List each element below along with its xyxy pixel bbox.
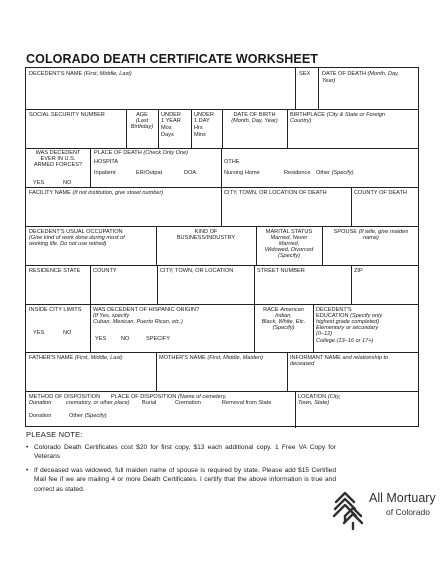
col-divider xyxy=(90,304,91,352)
armed-forces-question: WAS DECEDENT xyxy=(35,150,81,156)
date-of-birth-field[interactable]: DATE OF BIRTH xyxy=(233,112,276,118)
date-of-death-hint: Year) xyxy=(322,78,336,84)
row-divider xyxy=(26,226,418,227)
method-other-option[interactable]: Other (Specify) xyxy=(69,413,107,419)
education-elementary-option[interactable]: Elementary or secondary xyxy=(316,325,379,331)
hispanic-yes-option[interactable]: YES xyxy=(95,336,107,342)
city-limits-yes-option[interactable]: YES xyxy=(33,330,45,336)
doa-option[interactable]: DOA xyxy=(184,170,197,176)
col-divider xyxy=(313,304,314,352)
note-bullet: • If deceased was widowed, full maiden name of spouse is required by state. Please add $15 Certified Mail fee if we are mailing 4 or more Death Certificates. I certify that the above information is true and correct as stated. xyxy=(26,466,336,493)
col-divider xyxy=(157,265,158,304)
logo-subtitle: of Colorado xyxy=(386,507,430,517)
note-title: PLEASE NOTE: xyxy=(26,430,83,439)
sex-field[interactable]: SEX xyxy=(299,71,311,77)
city-limits-no-option[interactable]: NO xyxy=(63,330,72,336)
logo-name: All Mortuary xyxy=(369,491,436,505)
marital-status-field[interactable]: MARITAL STATUS xyxy=(265,229,313,235)
worksheet-form: DECEDENT'S NAME (First, Middle, Last) SEX DATE OF DEATH (Month, Day, Year) SOCIAL SECURITY NUMBER AGE (Last Birthday) UNDER 1 YEAR Mos Days UNDER 1 DAY Hrs Mins DATE OF BIRTH (Month, Day, Year) BIRTHPLACE (City & State or Foreign Country) WAS DECEDENT EVER IN U.S. ARMED FORCES? YES NO PLACE OF DEATH (Check Only One) HOSPITA Inpatient ER/Outpat DOA OTHE Nursing Home Residence Other (Specify) FACILITY NAME (If not institution, give street number) CITY, TOWN, OR LOCATION OF DEATH COUNTY OF DEATH DECEDENT'S USUAL OCCUPATION (Give kind of work done during most of working life. Do not use retired) KIND OF BUSINESS/INDUSTRY MARITAL STATUS Married, Never Married, Widowed, Divorced (Specify) SPOUSE (If wife, give maiden name) RESIDENCE STATE COUNTY CITY, TOWN, OR LOCATION STREET NUMBER ZIP INSIDE CITY LIMITS YES NO WAS DECEDENT OF HISPANIC ORIGIN? (If Yes, specify Cuban, Mexican, Puerto Rican, etc.) YES NO SPECIFY RACE American Indian, Black, White, Etc. (Specify) DECEDENT'S EDUCATION (Specify only highest grade completed) Elementary or secondary (0–12) College (13–16 or 17+) FATHER'S NAME (First, Middle, Last) MOTHER'S NAME (First, Middle, Maiden) INFORMANT NAME and relationship to deceased METHOD OF DISPOSITION Donation PLACE OF DISPOSITION (Name of cemetery, crematory, or other place) Burial Cremation Removal from State Donation Other (Specify) LOCATION (City, Town, State) xyxy=(25,67,419,427)
col-divider xyxy=(295,391,296,428)
race-field[interactable]: RACE American xyxy=(263,307,304,313)
mountain-tree-icon xyxy=(332,486,368,530)
cremation-option[interactable]: Cremation xyxy=(175,400,201,406)
hispanic-origin-field: WAS DECEDENT OF HISPANIC ORIGIN? xyxy=(93,307,200,313)
col-divider xyxy=(191,109,192,148)
all-mortuary-logo xyxy=(330,486,440,546)
armed-yes-option[interactable]: YES xyxy=(33,180,45,186)
er-outpatient-option[interactable]: ER/Outpat xyxy=(136,170,163,176)
col-divider xyxy=(158,109,159,148)
street-number-field[interactable]: STREET NUMBER xyxy=(257,268,305,274)
col-divider xyxy=(318,68,319,109)
col-divider xyxy=(156,352,157,391)
decedent-name-field[interactable]: DECEDENT'S NAME (First, Middle, Last) xyxy=(29,71,132,77)
place-of-disposition-field[interactable]: PLACE OF DISPOSITION (Name of cemetery, xyxy=(111,394,227,400)
place-of-death-field: PLACE OF DEATH (Check Only One) xyxy=(94,150,189,156)
col-divider xyxy=(221,187,222,226)
hispanic-no-option[interactable]: NO xyxy=(121,336,130,342)
row-divider xyxy=(26,187,418,188)
col-divider xyxy=(287,352,288,391)
col-divider xyxy=(90,265,91,304)
city-town-field[interactable]: CITY, TOWN, OR LOCATION xyxy=(160,268,234,274)
col-divider xyxy=(221,148,222,187)
occupation-field[interactable]: DECEDENT'S USUAL OCCUPATION xyxy=(29,229,123,235)
business-industry-field[interactable]: KIND OF xyxy=(194,229,218,235)
other-specify-option[interactable]: Other (Specify) xyxy=(316,170,354,176)
county-of-death-field[interactable]: COUNTY OF DEATH xyxy=(354,190,407,196)
city-of-death-field[interactable]: CITY, TOWN, OR LOCATION OF DEATH xyxy=(224,190,327,196)
hispanic-specify-field[interactable]: SPECIFY xyxy=(146,336,170,342)
row-divider xyxy=(26,391,418,392)
row-divider xyxy=(26,352,418,353)
col-divider xyxy=(90,148,91,187)
ssn-field[interactable]: SOCIAL SECURITY NUMBER xyxy=(29,112,105,118)
father-name-field[interactable]: FATHER'S NAME (First, Middle, Last) xyxy=(29,355,123,361)
row-divider xyxy=(26,265,418,266)
zip-field[interactable]: ZIP xyxy=(354,268,363,274)
burial-option[interactable]: Burial xyxy=(142,400,157,406)
col-divider xyxy=(295,68,296,109)
location-field[interactable]: LOCATION (City, xyxy=(298,394,341,400)
date-of-death-field[interactable]: DATE OF DEATH (Month, Day, xyxy=(322,71,400,77)
note-bullet: • Colorado Death Certificates cost $20 for first copy, $13 each additional copy. 1 Free VA Copy for Veterans xyxy=(26,444,336,461)
informant-name-field[interactable]: INFORMANT NAME and relationship to xyxy=(290,355,389,361)
row-divider xyxy=(26,148,418,149)
facility-name-field[interactable]: FACILITY NAME (If not institution, give street number) xyxy=(29,190,164,196)
row-divider xyxy=(26,304,418,305)
inpatient-option[interactable]: Inpatient xyxy=(94,170,116,176)
county-field[interactable]: COUNTY xyxy=(93,268,117,274)
col-divider xyxy=(287,109,288,148)
education-college-option[interactable]: College (13–16 or 17+) xyxy=(316,338,374,344)
under-1-year-field[interactable]: UNDER xyxy=(161,112,181,118)
col-divider xyxy=(254,265,255,304)
col-divider xyxy=(351,187,352,226)
education-field: DECEDENT'S xyxy=(316,307,352,313)
mother-name-field[interactable]: MOTHER'S NAME (First, Middle, Maiden) xyxy=(159,355,263,361)
col-divider xyxy=(351,265,352,304)
nursing-home-option[interactable]: Nursing Home xyxy=(224,170,260,176)
removal-from-state-option[interactable]: Removal from State xyxy=(222,400,272,406)
armed-no-option[interactable]: NO xyxy=(63,180,72,186)
residence-state-field[interactable]: RESIDENCE STATE xyxy=(29,268,81,274)
please-note-section xyxy=(26,430,336,494)
under-1-day-field[interactable]: UNDER xyxy=(194,112,214,118)
residence-option[interactable]: Residence xyxy=(284,170,311,176)
worksheet-title: COLORADO DEATH CERTIFICATE WORKSHEET xyxy=(26,52,319,66)
donation-option[interactable]: Donation xyxy=(29,413,52,419)
age-field[interactable]: AGE xyxy=(136,112,148,118)
spouse-field[interactable]: SPOUSE (If wife, give maiden xyxy=(333,229,409,235)
birthplace-field[interactable]: BIRTHPLACE (City & State or Foreign xyxy=(290,112,386,118)
inside-city-limits-field: INSIDE CITY LIMITS xyxy=(29,307,82,313)
method-of-disposition-field: METHOD OF DISPOSITION xyxy=(29,394,101,400)
